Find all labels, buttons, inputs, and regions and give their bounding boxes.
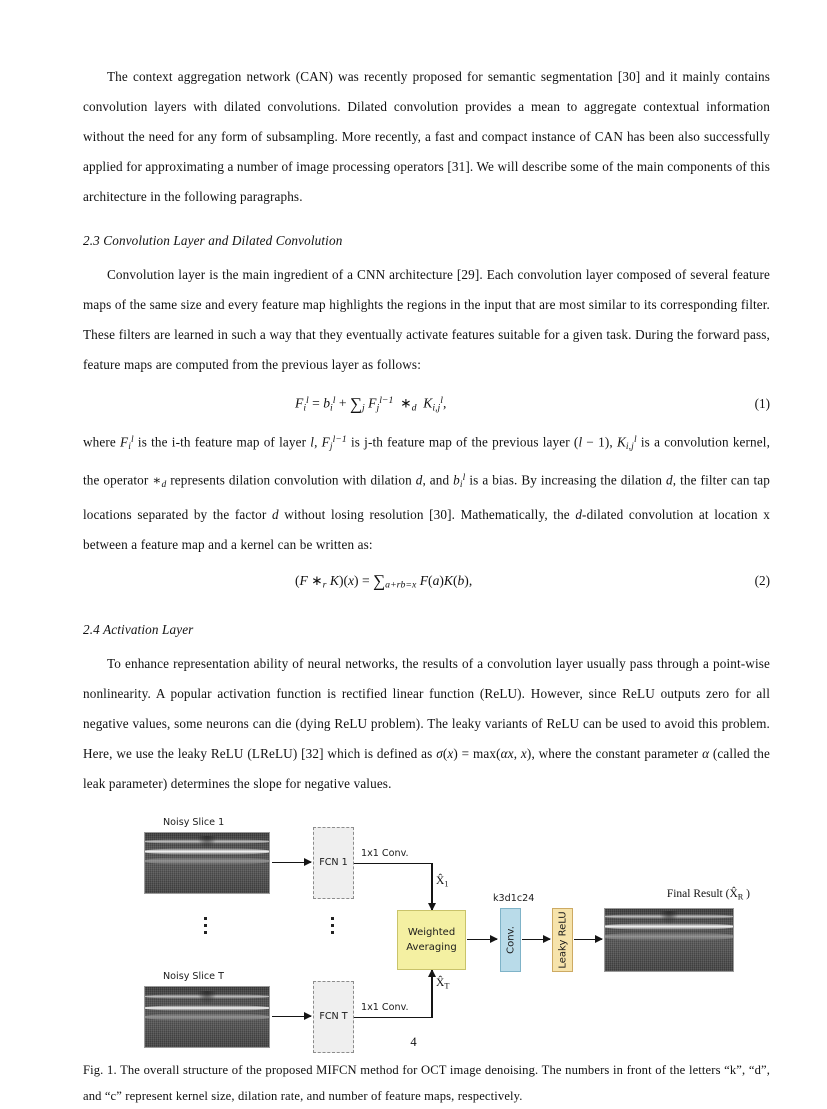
arrow-slice-first-to-fcn — [272, 862, 311, 864]
ellipsis-fcns — [331, 917, 334, 934]
arrow-slice-last-to-fcn — [272, 1016, 311, 1018]
oct-fovea-dip — [197, 836, 217, 849]
page-number: 4 — [410, 1035, 417, 1049]
conv1x1-first-label: 1x1 Conv. — [361, 847, 409, 859]
conv1x1-last-label: 1x1 Conv. — [361, 1001, 409, 1013]
equation-1-number: (1) — [754, 395, 770, 411]
fcn-last-box: FCN T — [313, 981, 354, 1053]
arrow-conv-to-relu — [522, 939, 550, 941]
arrow-relu-to-result — [574, 939, 602, 941]
arrow-xhat-first-down — [431, 863, 433, 910]
conv-box — [500, 908, 521, 972]
leaky-relu-box — [552, 908, 573, 972]
oct-band-bright-2 — [144, 1005, 270, 1012]
weighted-averaging-line2: Averaging — [406, 941, 457, 953]
xhat-last-label: $X̂_T$ — [436, 976, 450, 990]
paragraph-activation-text: To enhance representation ability of neural networks, the results of a convolution layer usually pass through a point-wise nonlinearity. A popular activation function is rectified linear function (ReLU). However, since ReLU outputs zero for all negative values, some neurons can die (dying ReLU problem). The leaky variants of ReLU can be used to avoid this problem. Here, we use the leaky ReLU (LReLU) [32] which is defined as — [83, 655, 770, 761]
line-fcn-last-to-junction — [354, 1017, 433, 1019]
noisy-slice-first-label: Noisy Slice 1 — [163, 816, 225, 828]
paragraph-after-equation-1: where $F_i^l$ is the i-th feature map of layer l, $F_j^{l-1}$ is j-th feature map of the previous layer (l − 1), $K_{i,j}^l$ is a convolution kernel, the operator $∗_d$ represents dilation convolution with dilation d, and $b_i^l$ is a bias. By increasing the dilation d, the filter can tap locations separated by the factor d without losing resolution [30]. Mathematically, the d-dilated convolution at location x between a feature map and a kernel can be written as: — [83, 434, 770, 552]
ellipsis-slices — [204, 917, 207, 934]
line-fcn-first-to-junction — [354, 863, 433, 865]
conv-label: Conv. — [505, 925, 516, 954]
paragraph-intro: The context aggregation network (CAN) was recently proposed for semantic segmentation [30] and it mainly contains convolution layers with dilated convolutions. Dilated convolution provides a mean to aggregate contextual information without the need for any form of subsampling. More recently, a fast and compact instance of CAN has been also successfully applied for approximating a number of image processing operators [31]. We will describe some of the main components of this architecture in the following paragraphs. — [83, 69, 770, 204]
noisy-slice-last-label: Noisy Slice T — [163, 970, 224, 982]
section-heading-2-4: 2.4 Activation Layer — [83, 621, 194, 637]
section-heading-2-3: 2.3 Convolution Layer and Dilated Convolution — [83, 233, 343, 248]
final-result-label: Final Result ($X̂_R$ ) — [666, 887, 750, 901]
xhat-first-label: $X̂_1$ — [436, 874, 449, 888]
oct-band-soft — [144, 857, 270, 865]
oct-image-noisy-slice-first — [144, 832, 270, 894]
equation-2-body: (F $∗_r$ $K)(x) = \sum_{a+rb=x}$ F(a)K(b), — [295, 571, 473, 591]
figure-mifcn-architecture — [67, 815, 780, 1047]
equation-2-row — [83, 566, 770, 601]
arrow-xhat-last-up — [431, 970, 433, 1018]
figure-caption: Fig. 1. The overall structure of the proposed MIFCN method for OCT image denoising. The numbers in front of the letters “k”, “d”, and “c” represent kernel size, dilation rate, and number of feature maps, respectively. — [83, 1062, 770, 1103]
equation-1-row — [83, 386, 770, 423]
oct-image-final-result — [604, 908, 734, 972]
paragraph-activation: To enhance representation ability of neural networks, the results of a convolution layer usually pass through a point-wise nonlinearity. A popular activation function is rectified linear function (ReLU). However, since ReLU outputs zero for all negative values, some neurons can die (dying ReLU problem). The leaky variants of ReLU can be used to avoid this problem. Here, we use the leaky ReLU (LReLU) [32] which is defined as σ(x) = max(αx, x), where the constant parameter α (called the leak parameter) determines the slope for negative values. — [83, 655, 770, 791]
fcn-first-box: FCN 1 — [313, 827, 354, 899]
leaky-relu-label: Leaky ReLU — [557, 910, 568, 969]
conv-kernel-label: k3d1c24 — [493, 892, 535, 904]
equation-2-number: (2) — [754, 572, 770, 588]
oct-band-soft-3 — [604, 932, 734, 941]
weighted-averaging-box — [397, 910, 466, 970]
equation-1-body: $F_i^l = b_i^l + \sum_j$ $F_j^{l-1}$ $∗_d$ $K_{i,j}^l$, — [295, 394, 447, 414]
oct-fovea-dip-3 — [659, 911, 679, 925]
weighted-averaging-line1: Weighted — [407, 926, 456, 938]
arrow-wavg-to-conv — [467, 939, 497, 941]
paragraph-convolution-intro: Convolution layer is the main ingredient of a CNN architecture [29]. Each convolution layer composed of several feature maps of the same size and every feature map highlights the regions in the input that are most similar to its corresponding filter. These filters are learned in such a way that they eventually activate features suitable for a given task. During the forward pass, feature maps are computed from the previous layer as follows: — [83, 267, 770, 372]
oct-fovea-dip-2 — [197, 991, 217, 1004]
